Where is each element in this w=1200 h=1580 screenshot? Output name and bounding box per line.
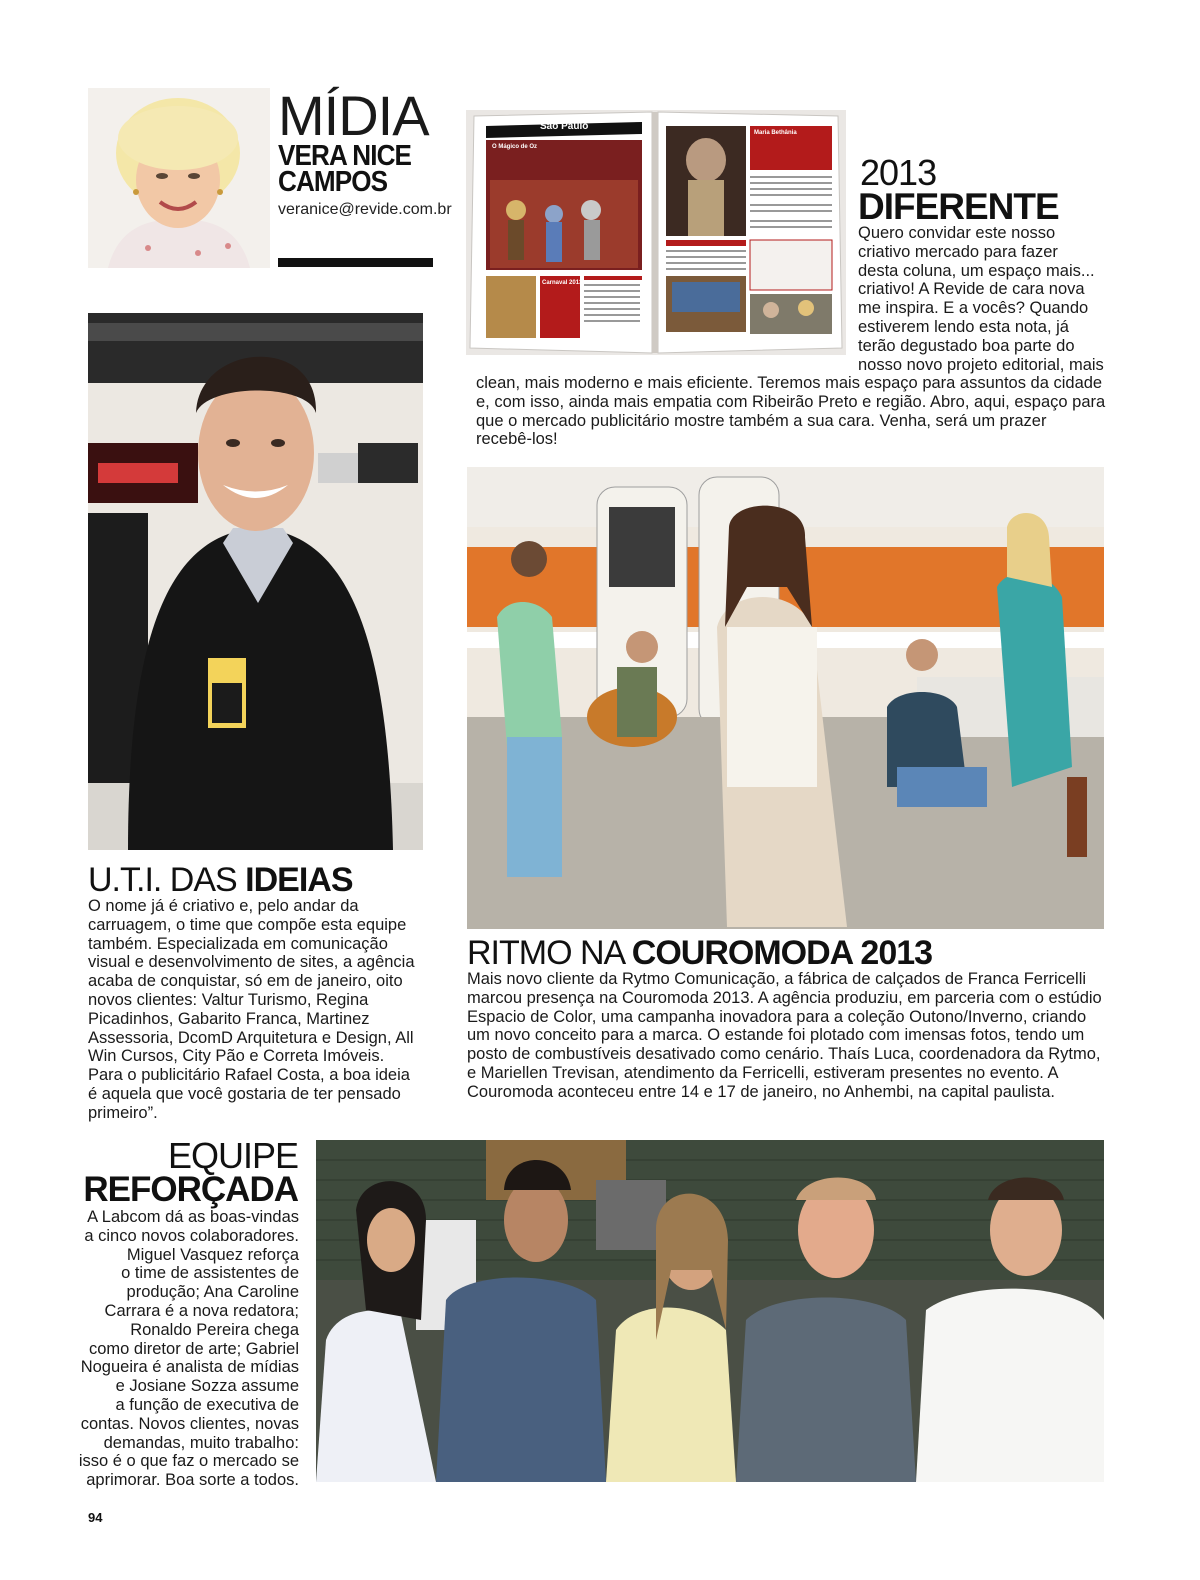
uti-title <box>88 862 353 898</box>
ritmo-title-light: RITMO NA <box>467 934 632 972</box>
text-line: Carrara é a nova redatora; <box>104 1301 299 1320</box>
spread-right-feature: Maria Bethânia <box>754 130 797 136</box>
spread-page-title: São Paulo <box>540 121 589 132</box>
text-line: nosso novo projeto editorial, mais <box>858 355 1104 374</box>
ritmo-title-bold: COUROMODA 2013 <box>631 934 933 972</box>
text-line: Miguel Vasquez reforça <box>126 1245 299 1264</box>
text-line: criativo! A Revide de cara nova <box>858 280 1085 299</box>
text-line: produção; Ana Caroline <box>126 1283 299 1302</box>
ritmo-body: Mais novo cliente da Rytmo Comunicação, a fábrica de calçados de Franca Ferricelli marcou presença na Couromoda 2013. A agência produziu, em parceria com o estúdio Espacio de Color, uma campanha inovadora para a coleção Outono/Inverno, criando um novo conceito para a marca. O estande foi plotado com imensas fotos, tendo um posto de combustíveis desativado como cenário. Thaís Luca, coordenadora da Rytmo, e Mariellen Trevisan, atendimento da Ferricelli, estiveram presentes no evento. A Couromoda aconteceu entre 14 e 17 de janeiro, no Anhembi, na capital paulista. <box>467 970 1102 1101</box>
text-line: Nogueira é analista de mídias <box>80 1358 299 1377</box>
spread-feature-title: O Mágico de Oz <box>492 144 538 150</box>
uti-body: O nome já é criativo e, pelo andar da carruagem, o time que compõe esta equipe também. Especializada em comunicação visual e desenvolvimento de sites, a agência acaba de conquistar, só em de janeiro, oito novos clientes: Valtur Turismo, Regina Picadinhos, Gabarito Franca, Martinez Assessoria, DcomD Arquitetura e Design, All Win Cursos, City Pão e Correta Imóveis. Para o publicitário Rafael Costa, a boa ideia é aquela que você gostaria de ter pensado primeiro”. <box>88 897 415 1122</box>
text-line: terão degustado boa parte do <box>858 336 1075 355</box>
author-name-line2: CAMPOS <box>278 166 388 198</box>
diferente-narrow-text <box>858 224 1108 374</box>
magazine-spread-image <box>466 110 846 355</box>
text-line: a função de executiva de <box>115 1395 299 1414</box>
uti-photo <box>88 313 423 850</box>
text-line: isso é o que faz o mercado se <box>78 1452 299 1471</box>
diferente-title: DIFERENTE <box>858 186 1059 227</box>
text-line: Ronaldo Pereira chega <box>130 1320 299 1339</box>
text-line: e Josiane Sozza assume <box>115 1377 299 1396</box>
equipe-title-light: EQUIPE <box>167 1135 298 1176</box>
text-line: Quero convidar este nosso <box>858 224 1056 242</box>
author-email-link[interactable]: veranice@revide.com.br <box>278 201 452 218</box>
page-number: 94 <box>88 1510 103 1525</box>
text-line: contas. Novos clientes, novas <box>80 1414 299 1433</box>
text-line: o time de assistentes de <box>121 1264 299 1283</box>
ritmo-campaign-photo <box>467 467 1104 929</box>
uti-title-bold: IDEIAS <box>245 861 353 899</box>
text-line: como diretor de arte; Gabriel <box>88 1339 299 1358</box>
text-line: A Labcom dá as boas-vindas <box>87 1208 299 1226</box>
text-line: estiverem lendo esta nota, já <box>858 317 1069 336</box>
uti-title-light: U.T.I. DAS <box>88 861 246 899</box>
diferente-year: 2013 <box>860 152 937 193</box>
text-line: a cinco novos colaboradores. <box>84 1226 299 1245</box>
text-line: desta coluna, um espaço mais... <box>858 261 1095 280</box>
columnist-portrait <box>88 88 270 268</box>
spread-bottom-label: Carnaval 2013 <box>542 280 583 286</box>
equipe-body <box>69 1208 299 1490</box>
text-line: me inspira. E a vocês? Quando <box>858 299 1089 318</box>
diferente-wide-text: clean, mais moderno e mais eficiente. Teremos mais espaço para assuntos da cidade e, com isso, ainda mais empatia com Ribeirão Preto e região. Abro, aqui, espaço para que o mercado publicitário mostre também a sua cara. Venha, será um prazer recebê-los! <box>476 374 1106 449</box>
text-line: aprimorar. Boa sorte a todos. <box>86 1471 299 1490</box>
equipe-title-bold: REFORÇADA <box>83 1170 298 1209</box>
column-kicker: MÍDIA <box>278 84 429 147</box>
text-line: criativo mercado para fazer <box>858 242 1058 261</box>
equipe-team-photo <box>316 1140 1104 1482</box>
author-name-line1: VERA NICE <box>278 140 412 172</box>
text-line: demandas, muito trabalho: <box>103 1433 299 1452</box>
ritmo-title <box>467 935 932 971</box>
header-rule <box>278 258 433 267</box>
